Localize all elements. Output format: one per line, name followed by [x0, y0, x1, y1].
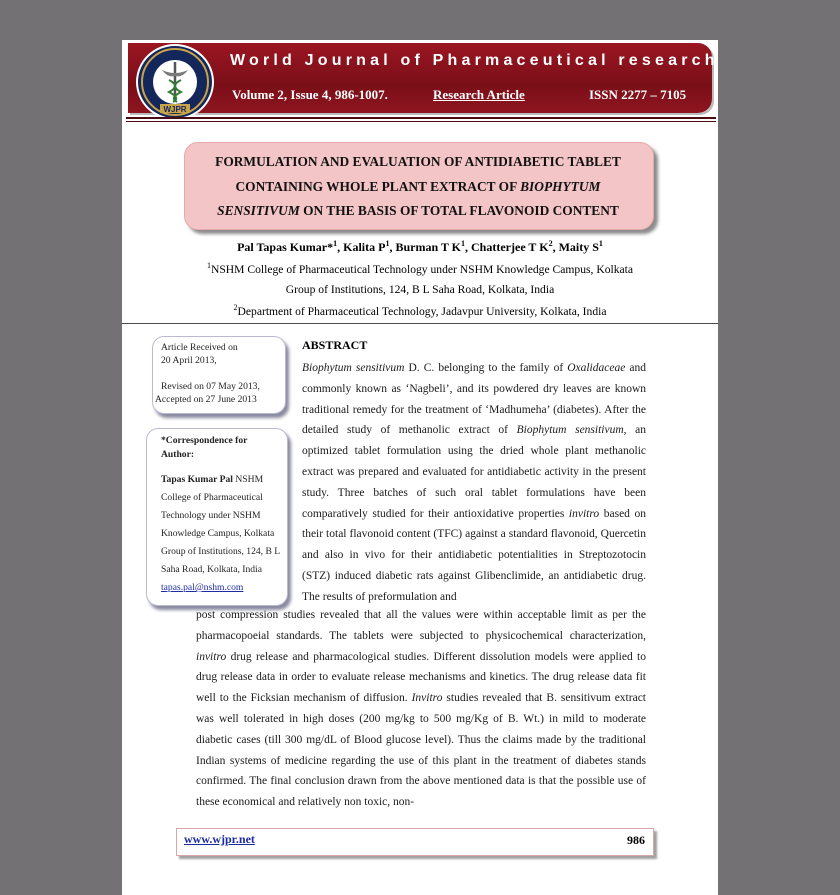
abstract-text: D. C. belonging to the family of	[404, 362, 568, 374]
abstract-text: studies revealed that B. sensitivum extract was well tolerated in high doses (200 mg/kg to 500 mg/Kg of B. Wt.) in mild to moderate diabetic cases (till 300 mg/dL of Blood glucose level). Thus the claims made by the traditional Indian systems of medicine regarding the use of this plant in the treatment of diabetes stands confirmed. The final conclusion drawn from the above mentioned data is that the possible use of these economical and relatively non toxic, non-	[196, 692, 646, 809]
author-name: , Maity S	[552, 240, 599, 254]
header-rule-top	[126, 117, 716, 119]
affiliation-mark: 1	[206, 261, 211, 270]
journal-logo	[136, 44, 214, 120]
title-line-2	[184, 175, 652, 200]
affiliation-1-line-1	[122, 261, 718, 276]
corresponding-author-name: Tapas Kumar Pal	[161, 474, 233, 485]
correspondence-heading-2: Author:	[161, 449, 195, 460]
received-date: 20 April 2013,	[161, 355, 217, 366]
article-dates-box	[152, 336, 286, 414]
title-line-2-text: CONTAINING WHOLE PLANT EXTRACT OF	[235, 178, 521, 194]
author-affiliation-mark: 1	[461, 239, 466, 248]
title-species-genus: BIOPHYTUM	[520, 178, 601, 194]
abstract-heading: ABSTRACT	[302, 338, 368, 352]
article-type: Research Article	[433, 87, 525, 102]
correspondence-heading: *Correspondence for	[161, 435, 248, 446]
author-affiliation-mark: 1	[598, 239, 603, 248]
abstract-paragraph-1	[302, 358, 646, 608]
journal-title: World Journal of Pharmaceutical research	[230, 52, 719, 69]
address-line: College of Pharmaceutical	[161, 492, 263, 503]
abstract-paragraph-2	[196, 605, 646, 813]
journal-website-link[interactable]: www.wjpr.net	[184, 832, 255, 846]
accepted-date: Accepted on 27 June 2013	[155, 394, 257, 405]
title-line-3-text: ON THE BASIS OF TOTAL FLAVONOID CONTENT	[299, 203, 619, 218]
address-line: Technology under NSHM	[161, 510, 261, 521]
author-list	[122, 239, 718, 255]
caduceus-logo-icon	[138, 46, 212, 118]
invitro-term: Invitro	[411, 692, 443, 705]
abstract-text: , an optimized tablet formulation using the dried whole plant methanolic extract was prepared and evaluated for antidiabetic activity in the present study. Three batches of such oral tablet formulations have been comparatively studied for their antioxidative properties	[302, 424, 647, 520]
volume-info: Volume 2, Issue 4, 986-1007.	[232, 87, 388, 102]
author-name: , Burman T K	[389, 240, 462, 254]
address-line: Knowledge Campus, Kolkata	[161, 528, 275, 539]
affiliation-mark: 2	[233, 303, 238, 312]
title-line-3	[184, 199, 652, 224]
author-name: , Chatterjee T K	[465, 240, 549, 254]
title-species-epithet: SENSITIVUM	[217, 203, 300, 218]
family-name: Oxalidaceae	[567, 362, 626, 374]
invitro-term: invitro	[196, 650, 227, 663]
header-rule-bottom	[126, 121, 716, 122]
author-affiliation-mark: 1	[385, 239, 390, 248]
section-divider	[122, 323, 718, 324]
correspondence-address	[161, 471, 287, 597]
affiliation-2	[122, 303, 718, 318]
received-label: Article Received on	[161, 342, 238, 353]
page-number: 986	[627, 833, 645, 847]
title-line-1: FORMULATION AND EVALUATION OF ANTIDIABETIC TABLET	[215, 154, 621, 169]
author-affiliation-mark: 1	[333, 239, 338, 248]
address-line: Saha Road, Kolkata, India	[161, 564, 262, 575]
affiliation-text: NSHM College of Pharmaceutical Technology under NSHM Knowledge Campus, Kolkata	[210, 262, 634, 276]
author-name: , Kalita P	[337, 240, 386, 254]
logo-text: WJPR	[163, 105, 187, 114]
correspondence-box	[146, 428, 288, 606]
abstract-text: based on their total flavonoid content (TFC) against a standard flavonoid, Quercetin and also in vivo for their antidiabetic potentialities in Streptozotocin (STZ) induced diabetic rats against Glibenclimide, an antidiabetic drug. The results of preformulation and	[302, 507, 646, 603]
article-title	[184, 150, 652, 224]
affiliation-text: Department of Pharmaceutical Technology, Jadavpur University, Kolkata, India	[237, 304, 607, 318]
abstract-text: drug release and pharmacological studies. Different dissolution models were applied to drug release data in order to evaluate release mechanisms and kinetics. The drug release data fit well to the Ficksian mechanism of diffusion.	[196, 650, 646, 705]
issn: ISSN 2277 – 7105	[589, 87, 687, 102]
address-line: Group of Institutions, 124, B L	[161, 546, 281, 557]
species-name: Biophytum sensitivum	[302, 362, 405, 374]
abstract-text: post compression studies revealed that all the values were within acceptable limit as per the pharmacopoeial standards. The tablets were subjected to physicochemical characterization,	[196, 609, 646, 642]
corresponding-author-email[interactable]: tapas.pal@nshm.com	[161, 582, 244, 593]
affiliation-1-line-2: Group of Institutions, 124, B L Saha Road, Kolkata, India	[285, 283, 555, 296]
abstract-text: and commonly known as ‘Nagbeli’, and its powdered dry leaves are known traditional remedy for the treatment of ‘Madhumeha’ (diabetes). After the detailed study of methanolic extract of	[302, 362, 646, 437]
species-name: Biophytum sensitivum	[516, 424, 624, 437]
address-line: NSHM	[232, 474, 264, 485]
invitro-term: invitro	[568, 507, 600, 520]
author-name: Pal Tapas Kumar*	[237, 240, 334, 254]
author-affiliation-mark: 2	[548, 239, 553, 248]
document-page	[122, 40, 718, 895]
revised-date: Revised on 07 May 2013,	[161, 381, 260, 392]
